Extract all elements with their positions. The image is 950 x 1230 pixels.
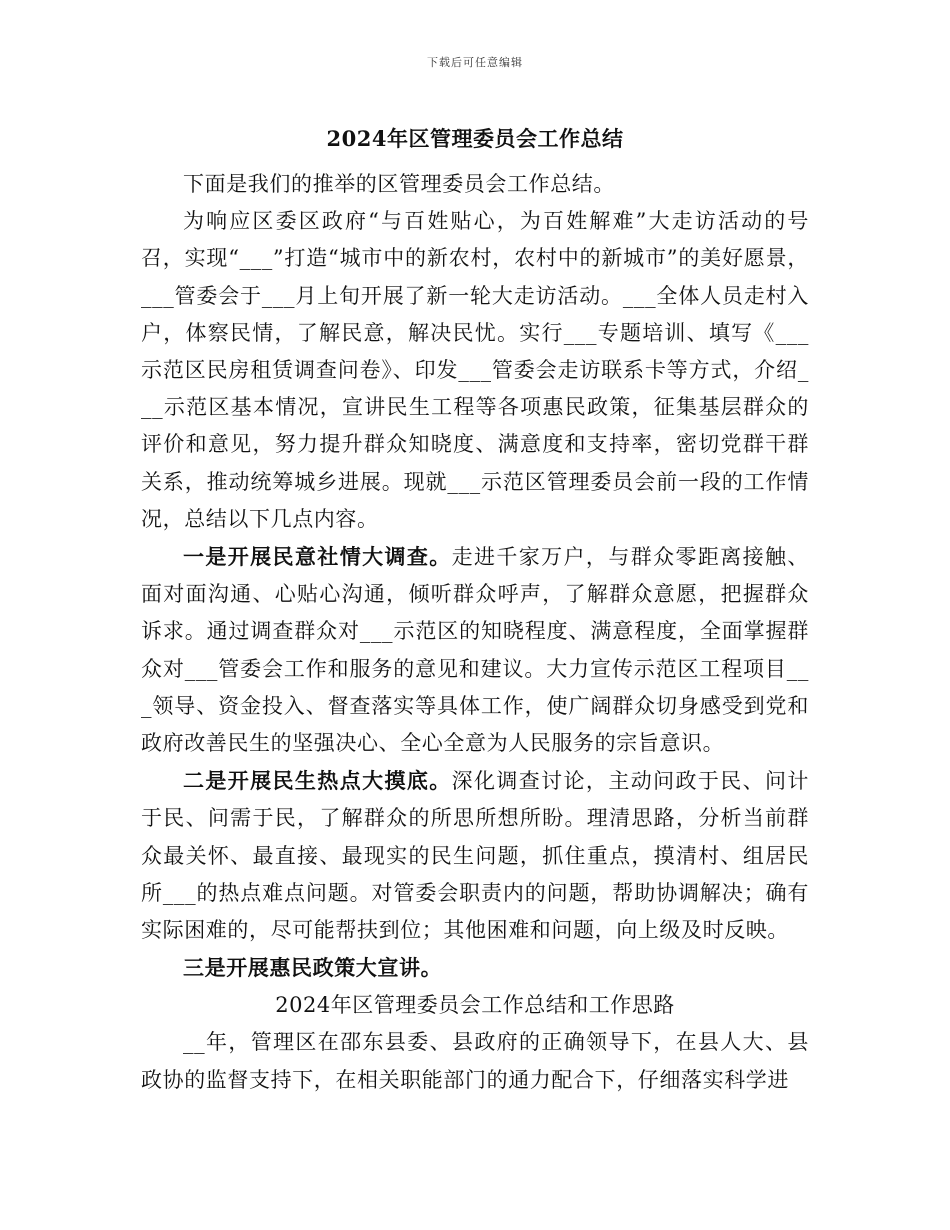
intro-paragraph: 下面是我们的推举的区管理委员会工作总结。 [183, 172, 615, 196]
paragraph-2-lead: 一是开展民意社情大调查。 [183, 544, 452, 570]
paragraph-3-lead: 二是开展民生热点大摸底。 [183, 768, 452, 794]
paragraph-1: 为响应区委区政府“与百姓贴心，为百姓解难”大走访活动的号召，实现“___”打造“城市中的新农村，农村中的新城市”的美好愿景，___管委会于___月上旬开展了新一轮大走访活动。___全体人员走村入户，体察民情，了解民意，解决民忧。实行___专题培训、填写《___示范区民房租赁调查问卷》、印发___管委会走访联系卡等方式，介绍___示范区基本情况，宣讲民生工程等各项惠民政策，征集基层群众的评价和意见，努力提升群众知晓度、满意度和支持率，密切党群干群关系，推动统筹城乡进展。现就___示范区管理委员会前一段的工作情况，总结以下几点内容。 [141, 209, 809, 531]
paragraph-5: __年，管理区在邵东县委、县政府的正确领导下，在县人大、县政协的监督支持下，在相关职能部门的通力配合下，仔细落实科学进 [141, 1030, 809, 1092]
document-title: 2024年区管理委员会工作总结 [326, 126, 624, 151]
paragraph-4 [141, 949, 809, 987]
document-body [141, 120, 809, 1099]
section-title-2: 2024年区管理委员会工作总结和工作思路 [275, 993, 675, 1018]
paragraph-3-body: 深化调查讨论，主动问政于民、问计于民、问需于民，了解群众的所思所想所盼。理清思路，分析当前群众最关怀、最直接、最现实的民生问题，抓住重点，摸清村、组居民所___的热点难点问题。对管委会职责内的问题，帮助协调解决；确有实际困难的，尽可能帮扶到位；其他困难和问题，向上级及时反映。 [141, 769, 809, 943]
paragraph-4-lead: 三是开展惠民政策大宣讲。 [183, 955, 443, 981]
header-note: 下载后可任意编辑 [427, 56, 523, 69]
paragraph-2-body: 走进千家万户，与群众零距离接触、面对面沟通、心贴心沟通，倾听群众呼声，了解群众意愿，把握群众诉求。通过调查群众对___示范区的知晓程度、满意程度，全面掌握群众对___管委会工作和服务的意见和建议。大力宣传示范区工程项目___领导、资金投入、督查落实等具体工作，使广阔群众切身感受到党和政府改善民生的坚强决心、全心全意为人民服务的宗旨意识。 [141, 545, 809, 756]
paragraph-3 [141, 762, 809, 949]
paragraph-2 [141, 538, 809, 762]
